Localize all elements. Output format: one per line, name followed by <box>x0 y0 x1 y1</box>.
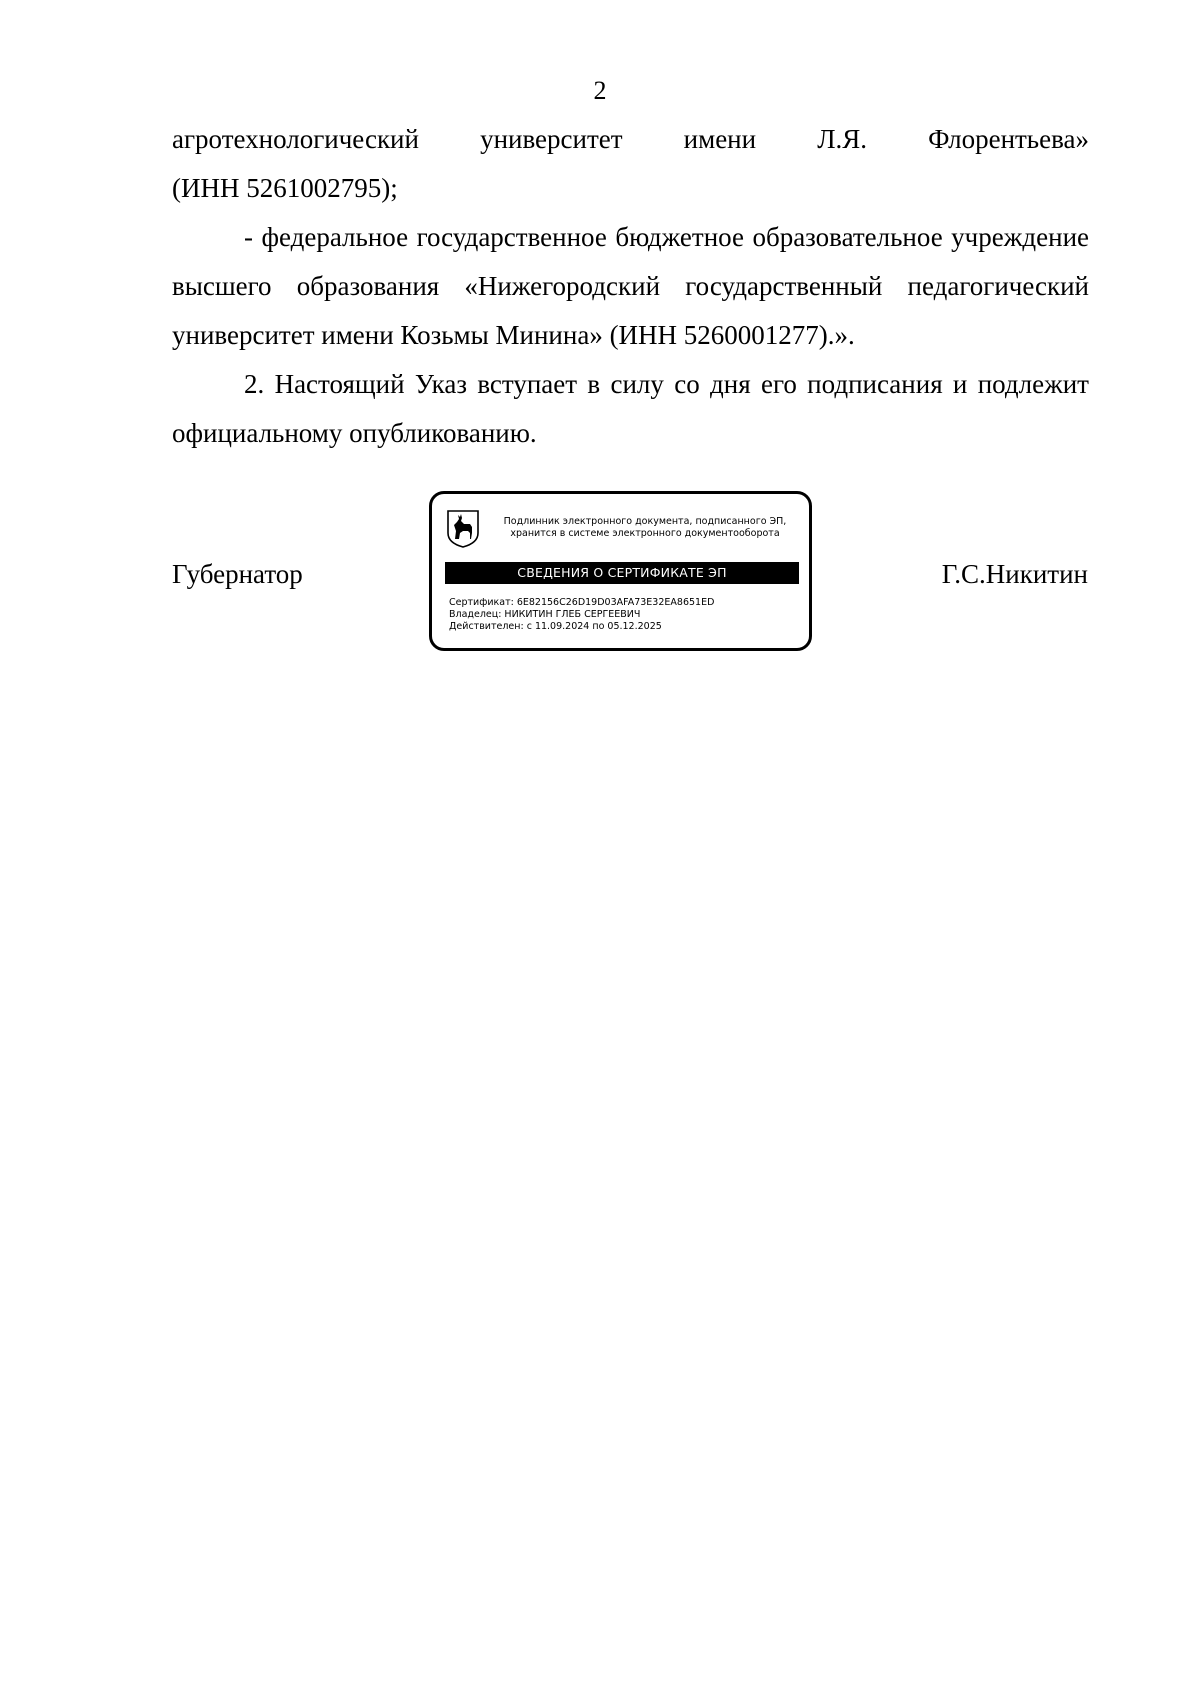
electronic-signature-stamp <box>429 491 812 651</box>
paragraph-continuation-line1: агротехнологический университет имени Л.Я. Флорентьева» <box>172 124 1089 154</box>
certificate-info-band: СВЕДЕНИЯ О СЕРТИФИКАТЕ ЭП <box>445 562 799 584</box>
paragraph-university-item: - федеральное государственное бюджетное образовательное учреждение высшего образования «Нижегородский государственный педагогический университет имени Козьмы Минина» (ИНН 5260001277).». <box>172 222 1089 350</box>
deer-emblem-icon <box>446 509 480 549</box>
certificate-validity: Действителен: с 11.09.2024 по 05.12.2025 <box>449 621 662 632</box>
stamp-header-line1: Подлинник электронного документа, подписанного ЭП, <box>503 516 787 527</box>
stamp-header <box>484 516 806 540</box>
page-number: 2 <box>593 76 607 105</box>
certificate-serial: Сертификат: 6E82156C26D19D03AFA73E32EA8651ED <box>449 597 715 608</box>
signatory-name: Г.С.Никитин <box>941 559 1088 589</box>
document-body <box>172 115 1089 458</box>
certificate-owner: Владелец: НИКИТИН ГЛЕБ СЕРГЕЕВИЧ <box>449 609 641 620</box>
stamp-header-line2: хранится в системе электронного документооборота <box>510 528 780 539</box>
signatory-title: Губернатор <box>172 559 303 589</box>
certificate-details <box>449 597 714 633</box>
paragraph-effective-clause: 2. Настоящий Указ вступает в силу со дня его подписания и подлежит официальному опубликованию. <box>172 369 1089 448</box>
paragraph-continuation-line2: (ИНН 5261002795); <box>172 173 398 203</box>
